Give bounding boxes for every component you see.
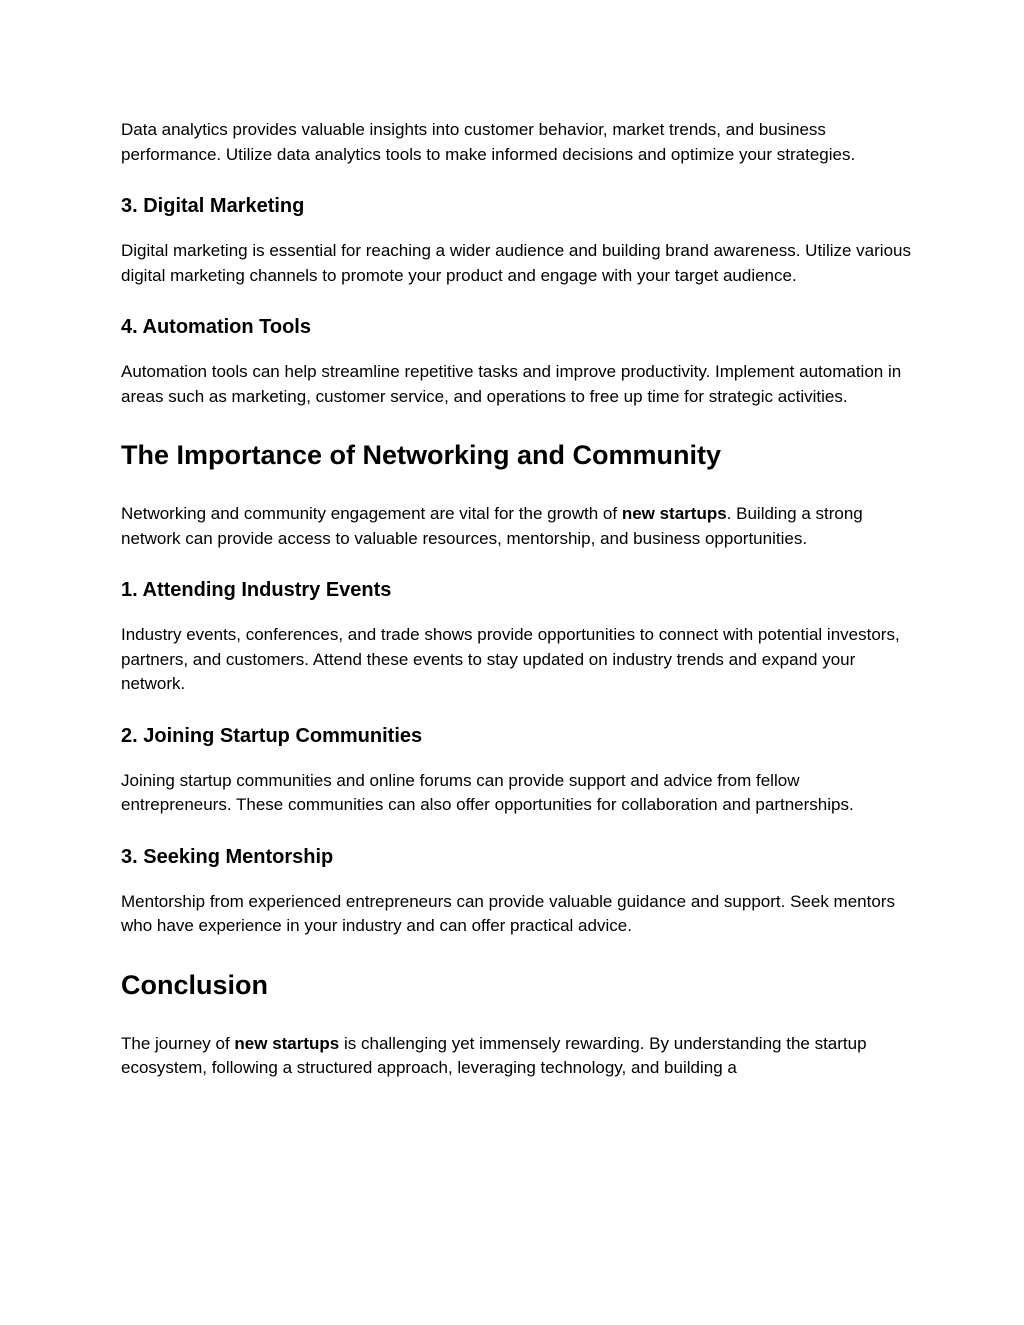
paragraph-data-analytics: Data analytics provides valuable insights into customer behavior, market trends, and business performance. Utilize data analytics tools to make informed decisions and optimize your strategies. bbox=[121, 120, 856, 164]
paragraph-conclusion bbox=[121, 1032, 911, 1081]
heading-digital-marketing: 3. Digital Marketing bbox=[121, 195, 305, 217]
paragraph-automation-tools: Automation tools can help streamline repetitive tasks and improve productivity. Implement automation in areas such as marketing, customer service, and operations to free up time for strategic activities. bbox=[121, 362, 902, 406]
paragraph-digital-marketing: Digital marketing is essential for reaching a wider audience and building brand awareness. Utilize various digital marketing channels to promote your product and engage with your target audience. bbox=[121, 241, 911, 285]
heading-industry-events: 1. Attending Industry Events bbox=[121, 579, 392, 601]
paragraph-text-end: . Building a strong network can provide access to valuable resources, mentorship, and business opportunities. bbox=[121, 504, 863, 548]
heading-startup-communities: 2. Joining Startup Communities bbox=[121, 724, 423, 747]
paragraph-networking-intro bbox=[121, 502, 911, 551]
heading-seeking-mentorship: 3. Seeking Mentorship bbox=[121, 845, 334, 868]
bold-keyword-new-startups: new startups bbox=[621, 504, 727, 523]
heading-networking-community: The Importance of Networking and Community bbox=[121, 440, 722, 470]
paragraph-startup-communities: Joining startup communities and online forums can provide support and advice from fellow entrepreneurs. These communities can also offer opportunities for collaboration and partnerships. bbox=[121, 770, 854, 814]
heading-conclusion: Conclusion bbox=[121, 969, 268, 1000]
paragraph-text-end: is challenging yet immensely rewarding. By understanding the startup ecosystem, following a structured approach, leveraging technology, and building a bbox=[121, 1033, 867, 1077]
document-body bbox=[121, 118, 911, 1081]
paragraph-text-start: Networking and community engagement are vital for the growth of bbox=[121, 504, 622, 523]
bold-keyword-new-startups: new startups bbox=[234, 1033, 340, 1053]
paragraph-industry-events: Industry events, conferences, and trade shows provide opportunities to connect with potential investors, partners, and customers. Attend these events to stay updated on industry trends and expand your network. bbox=[121, 625, 900, 693]
paragraph-seeking-mentorship: Mentorship from experienced entrepreneurs can provide valuable guidance and support. Seek mentors who have experience in your industry and can offer practical advice. bbox=[121, 891, 895, 935]
paragraph-text-start: The journey of bbox=[121, 1033, 235, 1053]
heading-automation-tools: 4. Automation Tools bbox=[121, 316, 311, 338]
